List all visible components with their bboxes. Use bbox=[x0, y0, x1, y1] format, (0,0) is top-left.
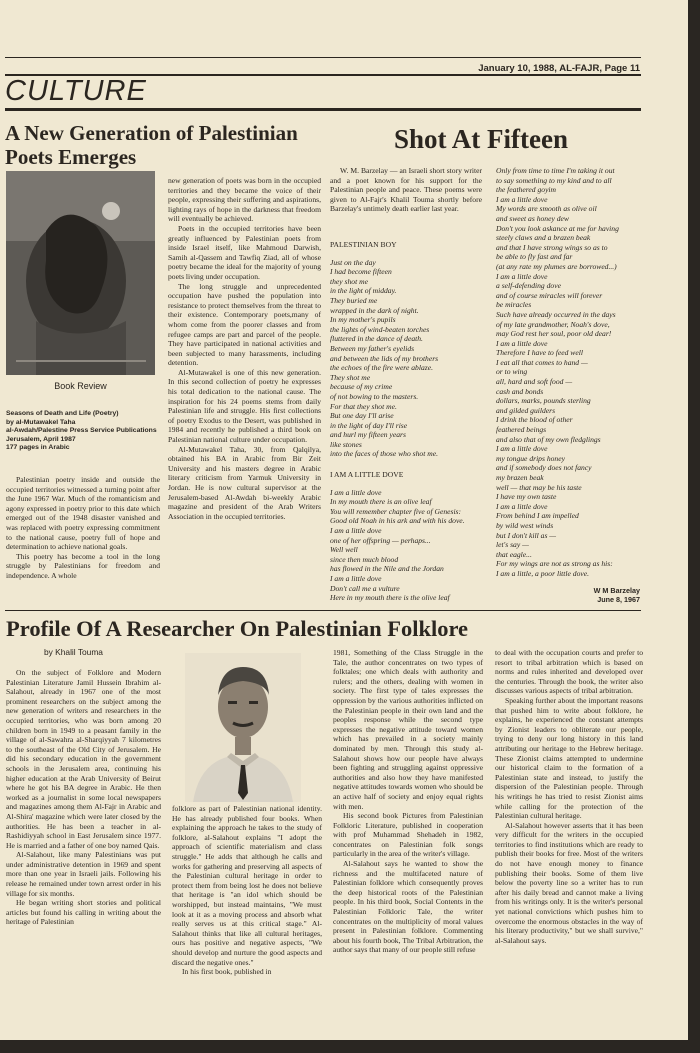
poem-line: and sweet as honey dew bbox=[496, 213, 569, 223]
poem-line: Therefore I have to feed well bbox=[496, 348, 583, 358]
profile-column-2 bbox=[172, 804, 322, 977]
poem-line: be able to fly fast and far bbox=[496, 252, 573, 262]
paragraph: folklore as part of Palestinian national identity. He has already published four books. When explaining the approach he takes to the study of folklore, al-Salahout explains "I adopt the approach of scientific materialism and class struggle." He adds that although he calls and works for gathering and preserving all aspects of the Palestinian cultural heritage in order to protect them from being lost he does not believe that heritage is "an idol which should be worshipped, but instead maintains, "We must look at it as a moving process and absorb what really serves us at this critical stage." Al-Salahout thinks that like all cultural heritages, ours has positive and negative aspects, "We should develop and nurture the good aspects and discard the negative ones." bbox=[172, 804, 322, 967]
poem-line: my tongue drips honey bbox=[496, 453, 565, 463]
poem-line: may God rest her soul, poor old dear! bbox=[496, 329, 612, 339]
poem-line: one of her offspring — perhaps... bbox=[330, 535, 431, 545]
poem-line: in the light of midday. bbox=[330, 286, 397, 296]
poem-little-dove bbox=[330, 460, 490, 603]
poem-line: and if somebody does not fancy bbox=[496, 463, 592, 473]
poem-line: let's say — bbox=[496, 540, 529, 550]
poem-line: cash and bonds bbox=[496, 386, 544, 396]
poem-line: Just on the day bbox=[330, 257, 376, 267]
poem-line: the echoes of the fire were ablaze. bbox=[330, 363, 433, 373]
poem-palestinian-boy bbox=[330, 230, 490, 459]
poem-line: I had become fifteen bbox=[330, 267, 392, 277]
paragraph: to deal with the occupation courts and prefer to resort to tribal arbitration which is based on norms and rules inherited and developed over the centuries. Through the book, the writer also discusses various aspects of tribal arbitration. bbox=[495, 648, 643, 696]
headline-profile: Profile Of A Researcher On Palestinian Folklore bbox=[6, 616, 469, 641]
poem-line: Don't you look askance at me for having bbox=[496, 223, 619, 233]
top-rule bbox=[5, 57, 641, 58]
poem-line: From behind I am impelled bbox=[496, 511, 579, 521]
paragraph: Speaking further about the important reasons that pushed him to write about folklore, he explains, he experienced the constant attempts by Zionist leaders to obliterate our people, trying to deny our long history in this land attributing our heritage to the Hebrew heritage. These Zionist claims attempted to undermine our historical claim to the formation of a Palestinian state and instead, to justify the dispersion of the Palestinian people. Through his writings he has tried to resist Zionist aims while calling for the protection of the Palestinian cultural heritage. bbox=[495, 695, 643, 821]
paragraph: 1981, Something of the Class Struggle in the Tale, the author concentrates on two types of folktales; one which deals with authority and rulers; and the others, dealing with women in society. The first type of tales expresses the oppression by the various authorities inflicted on the Palestinian people in their own land and the peoples response while the second type expresses the negative attitude toward women which has prevailed in a society mainly dominated by men. Through this study al-Salahout shows how our people have always been fighting and struggling against oppressive authorities and also how they have manifested negative attitudes towards women who should be an active half of society and enjoy equal rights with men. bbox=[333, 648, 483, 811]
paragraph: Al-Salahout however asserts that it has been very difficult for the writers in the occupied territories to find institutions which are ready to publish their books for free. Most of the writers do not have enough money to finance publishing their books. Some of them live below the poverty line so a writer has to run after his daily bread and cannot make a living from his writings only. It is the writer's personal yet national convictions which pushes him to overcome the enormous obstacles in the way of his literary productivity," but we shall survive," al-Salahout says. bbox=[495, 820, 643, 945]
paragraph: new generation of poets was born in the occupied territories and they became the voice of their people, expressing their suffering and aspirations, lighting rays of hope in the darkness that freedom will eventually be achieved. bbox=[168, 176, 321, 224]
poem-line: they shot me bbox=[330, 276, 368, 286]
poem-line: For that they shot me. bbox=[330, 401, 397, 411]
poem-line: I am a little dove bbox=[496, 501, 548, 511]
headline-fifteen: Shot At Fifteen bbox=[394, 124, 568, 154]
book-place-date: Jerusalem, April 1987 bbox=[6, 435, 76, 443]
paragraph: This poetry has become a tool in the long struggle by Palestinians for freedom and independence. A whole bbox=[6, 551, 160, 580]
profile-column-1 bbox=[6, 668, 161, 927]
poem-title: PALESTINIAN BOY bbox=[330, 240, 397, 249]
paragraph: In his first book, published in bbox=[182, 967, 272, 977]
poem-line: well — that may be his taste bbox=[496, 482, 582, 492]
poem-line: Well well bbox=[330, 545, 358, 555]
poem-line: Here in my mouth there is the olive leaf bbox=[330, 593, 450, 603]
poem-little-dove-continued bbox=[496, 166, 642, 579]
poem-line: I am a little dove bbox=[496, 444, 548, 454]
poem-line: and between the lids of my brothers bbox=[330, 353, 439, 363]
poem-line: I am a little dove bbox=[496, 338, 548, 348]
section-rule bbox=[5, 108, 641, 111]
poem-line: Good old Noah in his ark and with his dove. bbox=[330, 516, 465, 526]
poem-line: be miracles bbox=[496, 300, 532, 310]
poem-line: I am a little dove bbox=[330, 525, 382, 535]
poem-line: steely claws and a brazen beak bbox=[496, 233, 591, 243]
book-pages: 177 pages in Arabic bbox=[6, 444, 70, 452]
paragraph: Al-Mutawakel Taha, 30, from Qalqilya, obtained his BA in Arabic from Bir Zeit University and his masters degree in Arabic literary criticism from Yarmuk University in Jordan. He is now cultural supervisor at the Jerusalem-based Al-Awdah bi-weekly Arabic magazine and president of the Arab Writers Association in the occupied territories. bbox=[168, 444, 321, 521]
poem-line: since then much blood bbox=[330, 554, 399, 564]
poem-line: Such have already occurred in the days bbox=[496, 309, 616, 319]
paragraph: Al-Mutawakel is one of this new generation. In this second collection of poetry he expresses his total dedication to the national cause. The inspiration for his 24 poems stems from daily Palestinian life and struggle. His first collections of poetry Exodus to the Desert, was published in 1984 and recently he published a third book on Palestinian national culture under occupation. bbox=[168, 367, 321, 445]
poem-line: to say something to my kind and to all bbox=[496, 175, 612, 185]
poem-line: For my wings are not as strong as his: bbox=[496, 559, 613, 569]
poem-line: They shot me bbox=[330, 372, 371, 382]
poem-line: In my mouth there is an olive leaf bbox=[330, 497, 432, 507]
book-cover-image bbox=[6, 171, 155, 375]
poem-line: wrapped in the dark of night. bbox=[330, 305, 419, 315]
paragraph: Palestinian poetry inside and outside the occupied territories witnessed a turning point after the June 1967 War. Much of the romanticism and agony expressed in poetry prior to this date which emerged out of the 1948 disaster vanished and was replaced with poetry expressing commitment to the national cause, poetry full of hope and determination to achieve national goals. bbox=[6, 475, 160, 552]
poets-column-2 bbox=[168, 176, 321, 521]
poem-line: has flowed in the Nile and the Jordan bbox=[330, 564, 444, 574]
poem-line: Between my father's eyelids bbox=[330, 343, 415, 353]
poem-line: and that I have strong wings so as to bbox=[496, 242, 608, 252]
book-author: by al-Mutawakel Taha bbox=[6, 418, 76, 426]
poem-line: feathered beings bbox=[496, 425, 547, 435]
book-publisher: al-Awdah/Palestine Press Service Publications bbox=[6, 427, 157, 435]
book-metadata bbox=[6, 410, 160, 453]
poem-line: I am a little dove bbox=[496, 194, 548, 204]
poem-line: my brazen beak bbox=[496, 473, 544, 482]
byline: by Khalil Touma bbox=[44, 647, 103, 657]
poem-line: You will remember chapter five of Genesis: bbox=[330, 506, 462, 516]
poem-line: but I don't kill as — bbox=[496, 530, 557, 540]
signature-date: June 8, 1967 bbox=[597, 594, 640, 604]
poem-line: Only from time to time I'm taking it out bbox=[496, 166, 615, 175]
poem-line: like stones bbox=[330, 439, 362, 449]
book-review-label: Book Review bbox=[54, 381, 107, 391]
poem-line: and gilded guilders bbox=[496, 405, 556, 415]
poem-line: and of course miracles will forever bbox=[496, 290, 603, 300]
paragraph: The long struggle and unprecedented occupation have pushed the population into resistance to protect themselves from the threat to their existence. Contemporary poets,many of whom come from the poorer classes and from refugee camps are part and parcel of the people. They have participated in national activities and been subjected to many harassments, including detention. bbox=[168, 281, 321, 368]
poem-signature bbox=[560, 587, 640, 604]
poem-line: I eat all that comes to hand — bbox=[496, 357, 588, 367]
poem-line: all, hard and soft food — bbox=[496, 377, 573, 387]
paragraph: He began writing short stories and political articles but found his calling in writing about the heritage of Palestinian bbox=[6, 898, 161, 927]
poem-line: a self-defending dove bbox=[496, 281, 561, 291]
poem-line: dollars, marks, pounds sterling bbox=[496, 396, 591, 406]
headline-poets: A New Generation of Palestinian Poets Emerges bbox=[5, 121, 298, 169]
paragraph: On the subject of Folklore and Modern Palestinian Literature Jamil Hussein Ibrahim al-Salahout, already in 1967 one of the most prominent researchers on the subject among the new generation of writers and researchers in the occupied territories, who was born among 20 children born in 1949 to a peasant family in the village of al-Sawahra al-Sharqiyyah 7 kilometres to the southeast of the Old City of Jerusalem. He did his secondary education in the government schools in the Jerusalem area, continuing his higher education at the Arab University of Beirut where he got his BA degree in Arabic. He then worked as a journalist in some local newspapers and magazines among them Al-Fajr in Arabic and Al-Shira' magazine which were later closed by the authorities. He has been a teacher in al-Rashidiyyah school in East Jerusalem since 1977. He is married and a father of one boy named Qais. bbox=[6, 668, 161, 850]
poem-line: Don't call me a vulture bbox=[330, 583, 400, 593]
poem-line: by wild west winds bbox=[496, 520, 554, 530]
fifteen-intro bbox=[330, 166, 482, 214]
profile-column-4 bbox=[495, 648, 643, 945]
poem-line: and hurl my fifteen years bbox=[330, 430, 406, 440]
poem-line: that eagle... bbox=[496, 549, 532, 559]
poem-line: (at any rate my plumes are borrowed...) bbox=[496, 261, 617, 271]
poem-line: I am a little dove bbox=[330, 487, 382, 497]
poem-line: I am a little dove bbox=[330, 573, 382, 583]
poem-line: the feathered goyim bbox=[496, 185, 557, 195]
poem-line: the lights of wind-beaten torches bbox=[330, 324, 430, 334]
paragraph: His second book Pictures from Palestinian Folkloric Literature, published in cooperation with prof Muhammad Shehadeh in 1982, concentrates on Palestinian folk songs particularly in the area of the writer's village. bbox=[333, 811, 483, 859]
paragraph: Al-Salahout says he wanted to show the richness and the multifaceted nature of Palestinian folklore which consequently proves the deep historical roots of the Palestinian people. In his third book, Social Contents in the Palestinian Folkloric Tale, the writer concentrates on the multiplicity of moral values present in Palestinian folklore. Commenting about his fourth book, The Tribal Arbitration, the author says that many of our people still refuse bbox=[333, 859, 483, 955]
poem-line: I am a little, a poor little dove. bbox=[496, 568, 590, 578]
book-title: Seasons of Death and Life (Poetry) bbox=[6, 410, 119, 417]
profile-column-3 bbox=[333, 648, 483, 955]
paragraph: Poets in the occupied territories have been greatly influenced by Palestinian poets from inside Israel itself, like Mahmoud Darwish, Samih al-Qassem and Tawfiq Ziad, all of whose poetry became the ideal for the majority of young poets living under occupation. bbox=[168, 223, 321, 281]
poem-line: or to wing bbox=[496, 367, 528, 377]
poem-title: I AM A LITTLE DOVE bbox=[330, 470, 404, 479]
poem-line: I am a little dove bbox=[496, 271, 548, 281]
poem-line: But one day I'll arise bbox=[330, 411, 394, 421]
researcher-portrait bbox=[185, 653, 301, 802]
poem-line: of my late grandmother, Noah's dove, bbox=[496, 319, 610, 329]
poem-line: into the faces of those who shot me. bbox=[330, 449, 438, 459]
poem-line: and also that of my own fledglings bbox=[496, 434, 601, 444]
poem-line: because of my crime bbox=[330, 382, 393, 392]
poem-line: in the light of day I'll rise bbox=[330, 420, 408, 430]
dateline: January 10, 1988, AL-FAJR, Page 11 bbox=[478, 63, 640, 74]
poem-line: They buried me bbox=[330, 295, 378, 305]
signature-name: W M Barzelay bbox=[593, 586, 640, 595]
section-title: CULTURE bbox=[5, 75, 147, 107]
poets-column-1 bbox=[6, 475, 160, 581]
poem-line: My words are smooth as olive oil bbox=[496, 204, 597, 214]
section-divider bbox=[5, 610, 641, 611]
poem-line: fluttered in the dance of death. bbox=[330, 334, 423, 344]
paragraph: Al-Salahout, like many Palestinians was put under administrative detention in 1969 and spent more than one year in Israeli jails. Following his release he remained under town arrest order in his village for six months. bbox=[6, 850, 161, 898]
paragraph: W. M. Barzelay — an Israeli short story writer and a poet known for his support for the Palestinian people and peace. These poems were given to Al-Fajr's Khalil Touma shortly before Barzelay's untimely death earlier last year. bbox=[330, 166, 482, 214]
poem-line: I have my own taste bbox=[496, 492, 557, 502]
poem-line: In my mother's pupils bbox=[330, 315, 396, 325]
poem-line: of not bowing to the masters. bbox=[330, 391, 419, 401]
poem-line: I drink the blood of other bbox=[496, 415, 573, 425]
